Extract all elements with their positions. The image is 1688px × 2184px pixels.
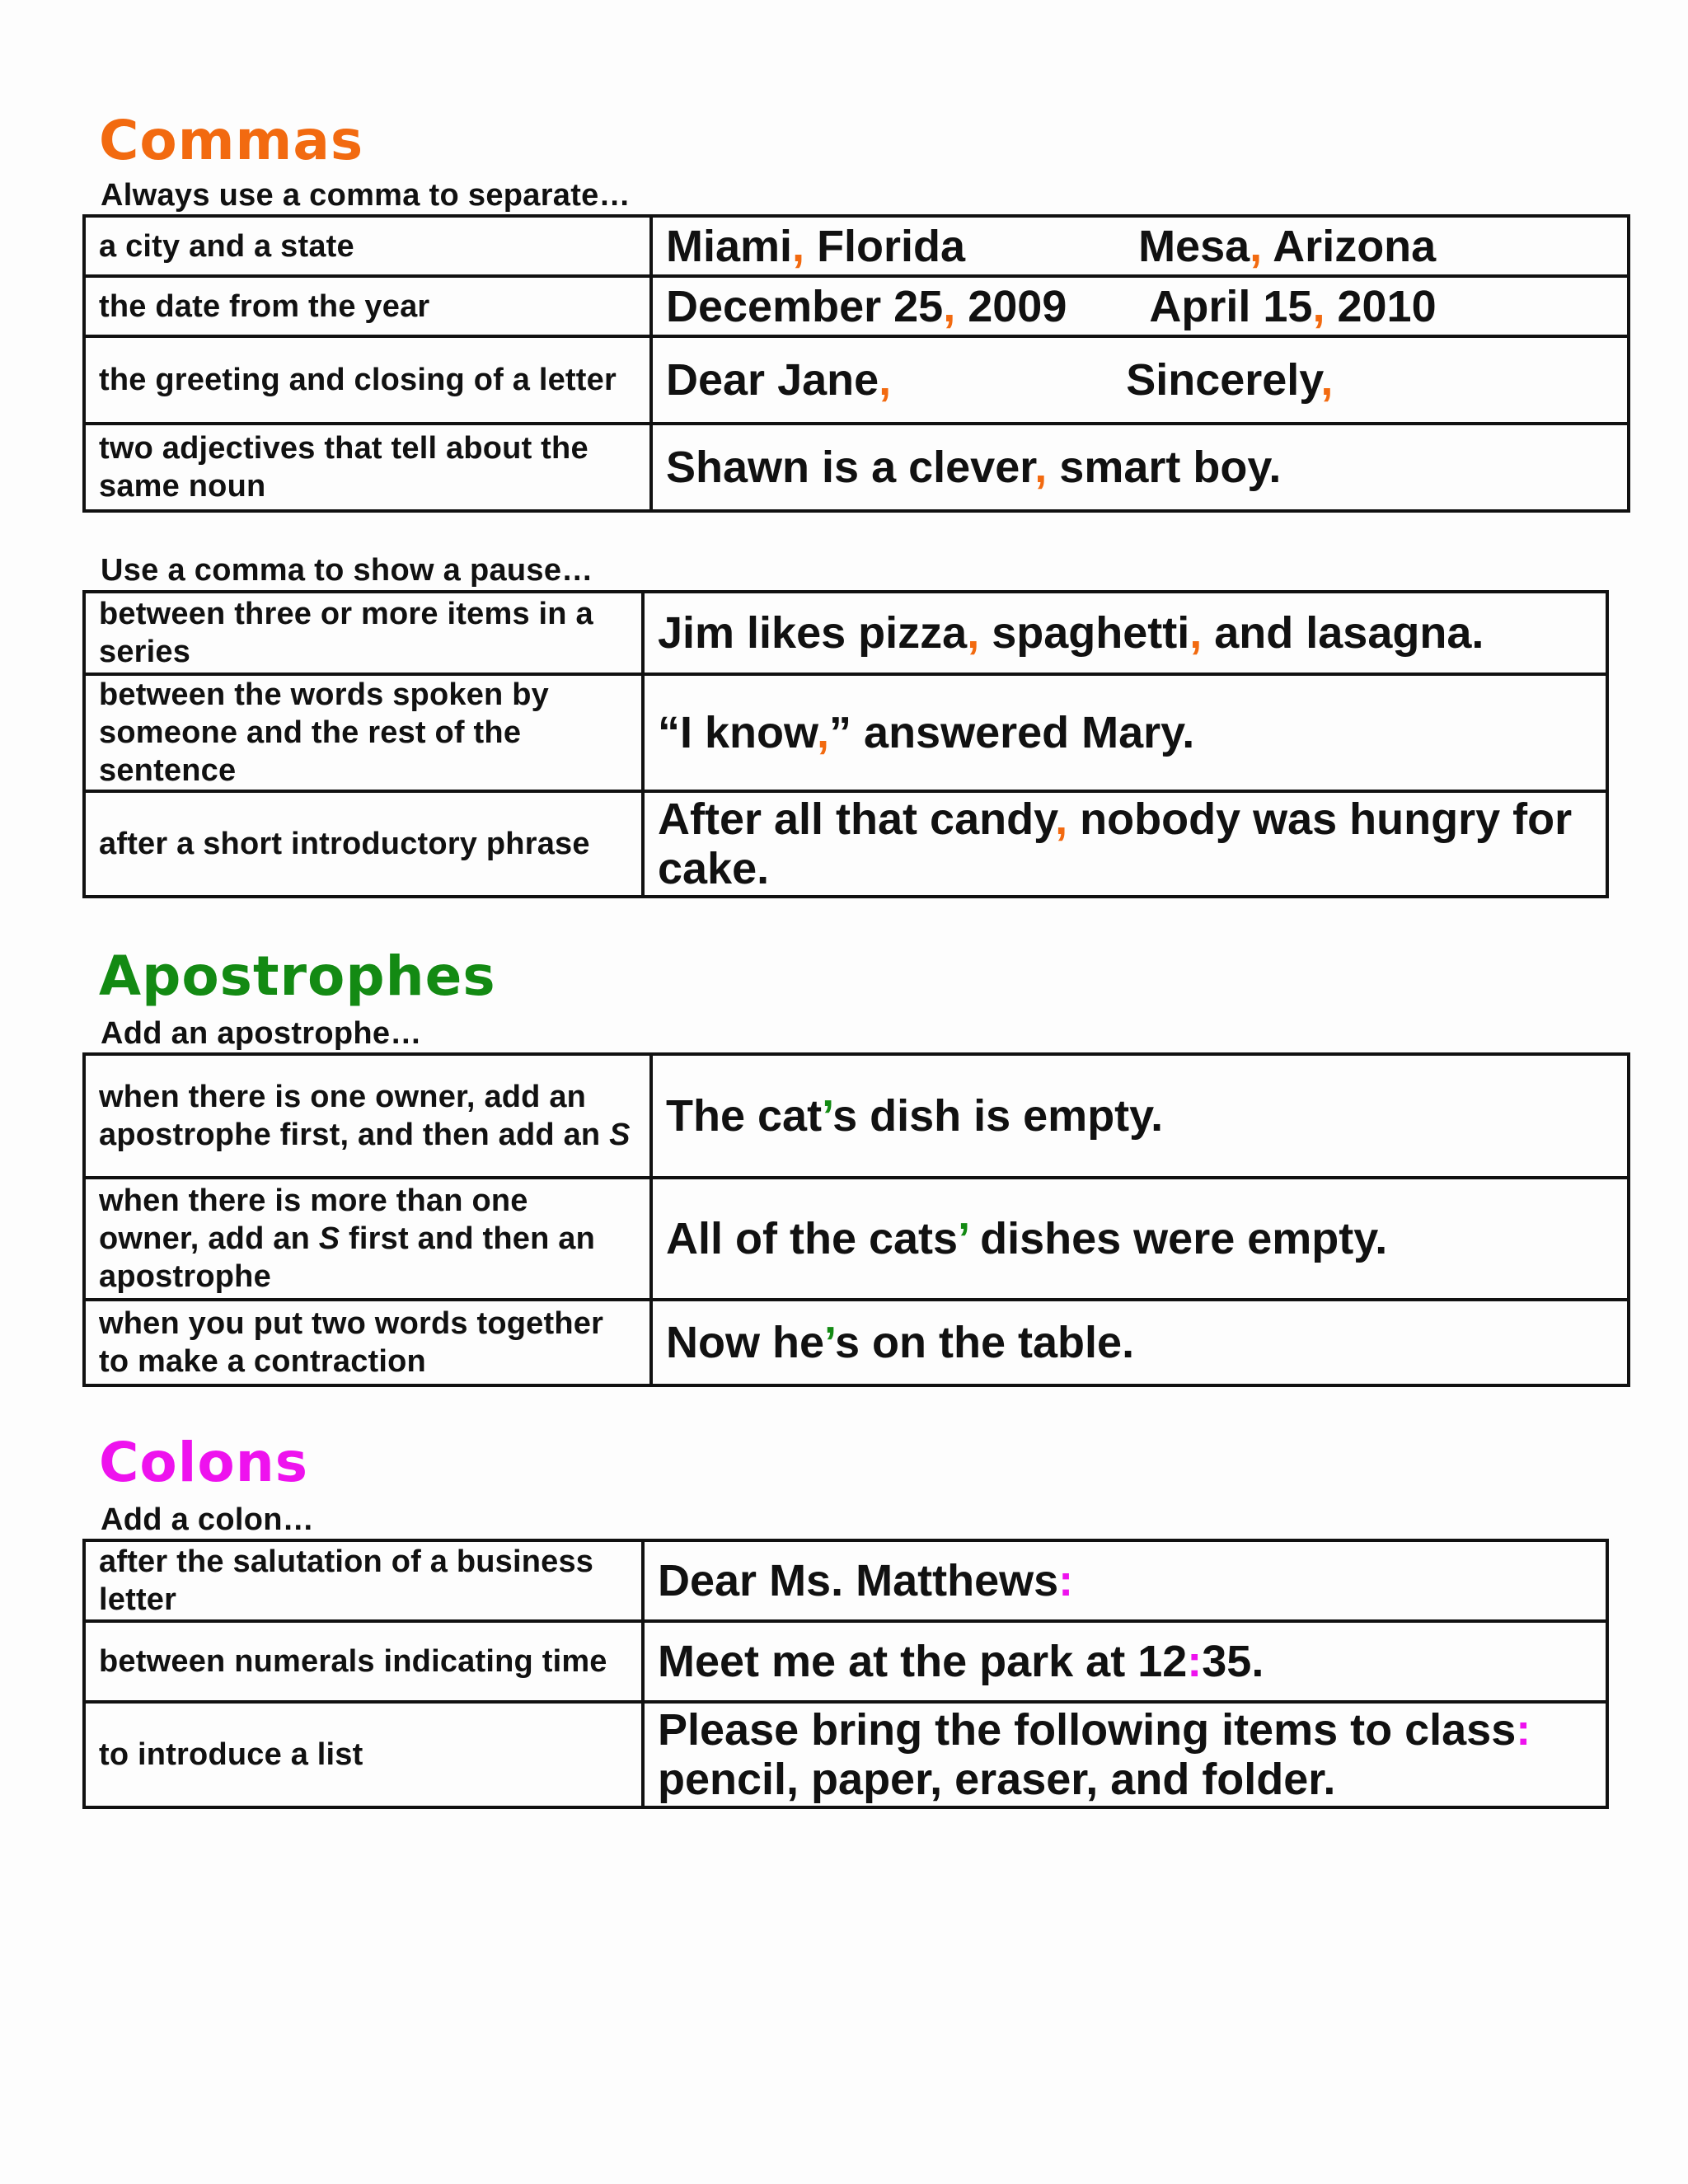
table-row: [84, 1702, 1607, 1807]
commas-pause-table: [82, 590, 1609, 898]
table-row: [84, 424, 1629, 511]
example-text: Miami: [666, 221, 793, 271]
commas-heading: Commas: [99, 109, 364, 172]
example-text: Florida: [804, 221, 966, 271]
example-text: s dish is empty.: [832, 1091, 1164, 1141]
colon-mark: :: [1516, 1705, 1531, 1755]
comma-mark: ,: [967, 608, 980, 658]
table-row: [84, 791, 1607, 897]
example-text: Dear Ms. Matthews: [658, 1556, 1059, 1605]
rule-cell: after a short introductory phrase: [84, 791, 643, 897]
rule-cell: the date from the year: [84, 276, 651, 336]
example-cell: [651, 336, 1629, 424]
example-text: nobody was hungry for cake.: [658, 794, 1573, 893]
comma-mark: ,: [1320, 355, 1334, 405]
apostrophe-mark: ’: [958, 1214, 968, 1263]
commas-separate-table: [82, 214, 1630, 513]
example-cell: [651, 216, 1629, 276]
example-cell: [643, 1621, 1607, 1702]
example-text: Now he: [666, 1318, 825, 1367]
example-cell: [651, 1300, 1629, 1385]
comma-mark: ,: [1189, 608, 1203, 658]
example-cell: [651, 424, 1629, 511]
commas-separate-intro: Always use a comma to separate…: [101, 178, 631, 213]
table-row: [84, 1621, 1607, 1702]
apostrophes-heading: Apostrophes: [99, 944, 496, 1008]
example-cell: [643, 592, 1607, 674]
rule-text: when there is more than one owner, add an: [99, 1183, 528, 1256]
rule-cell: the greeting and closing of a letter: [84, 336, 651, 424]
example-text: spaghetti: [979, 608, 1190, 658]
example-text: dishes were empty.: [968, 1214, 1388, 1263]
example-cell: [643, 1540, 1607, 1621]
commas-pause-intro: Use a comma to show a pause…: [101, 553, 593, 588]
example-text: December 25: [666, 281, 944, 331]
table-row: [84, 336, 1629, 424]
example-text: s on the table.: [835, 1318, 1135, 1367]
example-cell: [651, 1178, 1629, 1300]
example-text: 35.: [1202, 1637, 1264, 1686]
apostrophes-table: [82, 1052, 1630, 1387]
apostrophe-mark: ’: [822, 1091, 833, 1141]
example-text: The cat: [666, 1091, 823, 1141]
table-row: [84, 1178, 1629, 1300]
example-text: 2010: [1325, 281, 1437, 331]
colon-mark: :: [1187, 1637, 1203, 1686]
rule-cell: between numerals indicating time: [84, 1621, 643, 1702]
rule-cell: [84, 1178, 651, 1300]
comma-mark: ,: [1250, 221, 1263, 271]
example-cell: [651, 276, 1629, 336]
comma-mark: ,: [943, 281, 956, 331]
comma-mark: ,: [817, 708, 830, 757]
colons-table: [82, 1539, 1609, 1809]
example-text: April 15: [1149, 281, 1313, 331]
comma-mark: ,: [792, 221, 805, 271]
colons-heading: Colons: [99, 1431, 309, 1494]
example-cell: [643, 1702, 1607, 1807]
table-row: [84, 674, 1607, 791]
apostrophes-intro: Add an apostrophe…: [101, 1016, 422, 1051]
table-row: [84, 1300, 1629, 1385]
rule-cell: two adjectives that tell about the same noun: [84, 424, 651, 511]
example-text: After all that candy: [658, 794, 1056, 844]
rule-letter-s: S: [609, 1118, 631, 1152]
rule-cell: between three or more items in a series: [84, 592, 643, 674]
table-row: [84, 216, 1629, 276]
example-text: pencil, paper, eraser, and folder.: [658, 1755, 1336, 1804]
rule-cell: after the salutation of a business letter: [84, 1540, 643, 1621]
example-text: Please bring the following items to class: [658, 1705, 1517, 1755]
rule-cell: [84, 1054, 651, 1178]
example-text: ” answered Mary.: [829, 708, 1195, 757]
table-row: [84, 1540, 1607, 1621]
example-cell: [643, 674, 1607, 791]
rule-letter-s: S: [318, 1221, 340, 1256]
rule-cell: between the words spoken by someone and the rest of the sentence: [84, 674, 643, 791]
table-row: [84, 276, 1629, 336]
rule-cell: to introduce a list: [84, 1702, 643, 1807]
comma-mark: ,: [1055, 794, 1068, 844]
example-text: Meet me at the park at 12: [658, 1637, 1188, 1686]
example-text: Jim likes pizza: [658, 608, 968, 658]
example-text: Dear Jane: [666, 355, 879, 405]
comma-mark: ,: [879, 355, 892, 405]
example-text: and lasagna.: [1202, 608, 1484, 658]
apostrophe-mark: ’: [824, 1318, 836, 1367]
rule-text: first and then an apostrophe: [99, 1221, 596, 1294]
example-cell: [643, 791, 1607, 897]
example-text: All of the cats: [666, 1214, 959, 1263]
comma-mark: ,: [1312, 281, 1325, 331]
comma-mark: ,: [1034, 443, 1048, 492]
rule-cell: when you put two words together to make a contraction: [84, 1300, 651, 1385]
example-text: Sincerely: [1126, 355, 1321, 405]
example-text: smart boy.: [1047, 443, 1282, 492]
example-text: 2009: [955, 281, 1067, 331]
table-row: [84, 592, 1607, 674]
table-row: [84, 1054, 1629, 1178]
example-cell: [651, 1054, 1629, 1178]
colon-mark: :: [1058, 1556, 1074, 1605]
example-text: Mesa: [1138, 221, 1250, 271]
rule-cell: a city and a state: [84, 216, 651, 276]
example-text: Shawn is a clever: [666, 443, 1035, 492]
colons-intro: Add a colon…: [101, 1502, 315, 1537]
example-text: “I know: [658, 708, 818, 757]
example-text: Arizona: [1262, 221, 1437, 271]
rule-text: when there is one owner, add an apostrophe first, and then add an: [99, 1080, 610, 1152]
